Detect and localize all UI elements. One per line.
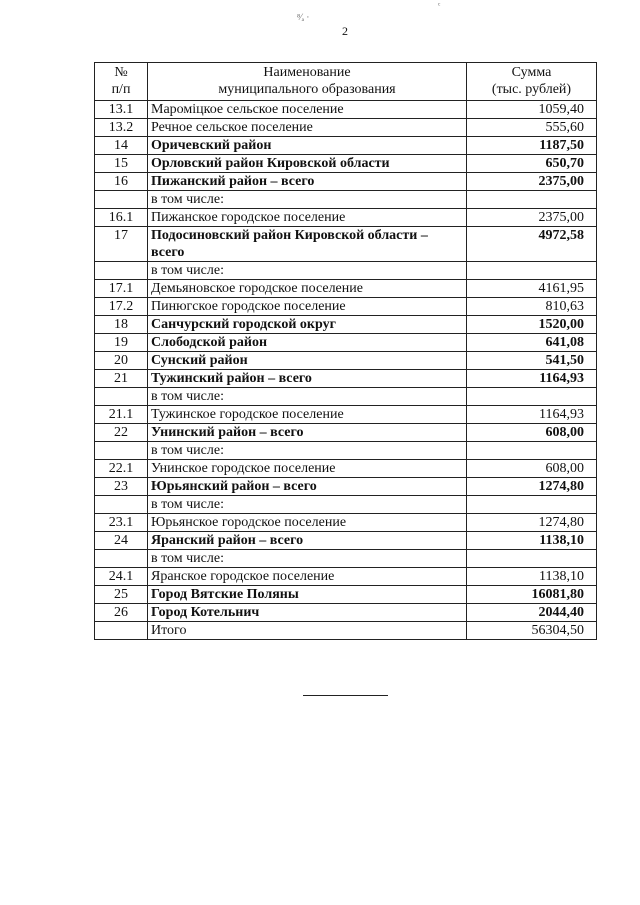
row-number: 13.1	[95, 101, 148, 119]
row-sum	[467, 262, 597, 280]
table-row	[95, 622, 597, 640]
table-row	[95, 155, 597, 173]
row-number: 26	[95, 604, 148, 622]
table-row	[95, 532, 597, 550]
row-sum	[467, 191, 597, 209]
row-municipality-name: Юрьянский район – всего	[148, 478, 467, 496]
header-name-line2: муниципального образования	[218, 82, 396, 97]
row-number	[95, 622, 148, 640]
row-municipality-name: в том числе:	[148, 496, 467, 514]
row-number: 22	[95, 424, 148, 442]
row-sum: 4972,58	[467, 227, 597, 262]
row-sum: 1164,93	[467, 370, 597, 388]
row-municipality-name: Пинюгское городское поселение	[148, 298, 467, 316]
table-row	[95, 280, 597, 298]
header-municipality-name	[148, 63, 467, 101]
row-municipality-name: Орловский район Кировской области	[148, 155, 467, 173]
row-sum: 16081,80	[467, 586, 597, 604]
table-row	[95, 586, 597, 604]
row-number: 23	[95, 478, 148, 496]
row-municipality-name: Тужинский район – всего	[148, 370, 467, 388]
row-number	[95, 262, 148, 280]
header-sum-line1: Сумма	[511, 65, 552, 80]
row-number: 14	[95, 137, 148, 155]
footer-rule	[303, 695, 388, 696]
scan-artifact-mark: ᶜ	[438, 0, 441, 10]
row-sum: 2044,40	[467, 604, 597, 622]
row-municipality-name: в том числе:	[148, 550, 467, 568]
table-row	[95, 460, 597, 478]
row-sum: 1274,80	[467, 514, 597, 532]
page-number: 2	[342, 24, 348, 38]
row-number: 22.1	[95, 460, 148, 478]
row-number: 24	[95, 532, 148, 550]
row-sum: 1274,80	[467, 478, 597, 496]
row-sum: 1164,93	[467, 406, 597, 424]
row-sum: 1187,50	[467, 137, 597, 155]
row-municipality-name: Оричевский район	[148, 137, 467, 155]
row-municipality-name: Унинское городское поселение	[148, 460, 467, 478]
table-row	[95, 191, 597, 209]
row-municipality-name: Демьяновское городское поселение	[148, 280, 467, 298]
allocation-table	[94, 62, 597, 640]
row-municipality-name: в том числе:	[148, 262, 467, 280]
row-municipality-name: Пижанский район – всего	[148, 173, 467, 191]
row-municipality-name: в том числе:	[148, 191, 467, 209]
header-sum-line2: (тыс. рублей)	[491, 82, 572, 97]
row-sum: 650,70	[467, 155, 597, 173]
row-number: 16.1	[95, 209, 148, 227]
row-municipality-name: Сунский район	[148, 352, 467, 370]
row-number: 21	[95, 370, 148, 388]
table-row	[95, 514, 597, 532]
row-municipality-name: Яранское городское поселение	[148, 568, 467, 586]
row-number: 16	[95, 173, 148, 191]
row-sum	[467, 442, 597, 460]
table-row	[95, 173, 597, 191]
table-row	[95, 262, 597, 280]
row-number: 13.2	[95, 119, 148, 137]
row-number: 21.1	[95, 406, 148, 424]
table-row	[95, 370, 597, 388]
row-number: 19	[95, 334, 148, 352]
row-sum	[467, 496, 597, 514]
row-municipality-name: Речное сельское поселение	[148, 119, 467, 137]
row-sum: 608,00	[467, 460, 597, 478]
header-name-line1: Наименование	[263, 65, 351, 80]
row-municipality-name: Мароміцкое сельское поселение	[148, 101, 467, 119]
table-body	[95, 101, 597, 640]
row-sum: 4161,95	[467, 280, 597, 298]
row-sum: 2375,00	[467, 209, 597, 227]
table-row	[95, 334, 597, 352]
row-number: 18	[95, 316, 148, 334]
row-number	[95, 550, 148, 568]
table-row	[95, 478, 597, 496]
row-sum	[467, 550, 597, 568]
row-municipality-name: в том числе:	[148, 442, 467, 460]
row-municipality-name: Яранский район – всего	[148, 532, 467, 550]
row-municipality-name: Санчурский городской округ	[148, 316, 467, 334]
row-number: 17	[95, 227, 148, 262]
table-row	[95, 442, 597, 460]
row-sum: 56304,50	[467, 622, 597, 640]
row-sum: 641,08	[467, 334, 597, 352]
table-row	[95, 316, 597, 334]
row-municipality-name: Пижанское городское поселение	[148, 209, 467, 227]
row-number	[95, 442, 148, 460]
row-municipality-name: Подосиновский район Кировской области – всего	[148, 227, 467, 262]
header-number-line1: №	[114, 65, 128, 80]
row-number	[95, 388, 148, 406]
row-number: 15	[95, 155, 148, 173]
row-number: 23.1	[95, 514, 148, 532]
row-sum: 608,00	[467, 424, 597, 442]
row-sum: 810,63	[467, 298, 597, 316]
header-number-line2: п/п	[111, 82, 131, 97]
table-row	[95, 424, 597, 442]
row-municipality-name: Итого	[148, 622, 467, 640]
header-sum	[467, 63, 597, 101]
row-municipality-name: Юрьянское городское поселение	[148, 514, 467, 532]
table-row	[95, 604, 597, 622]
row-sum: 1138,10	[467, 568, 597, 586]
row-number: 17.1	[95, 280, 148, 298]
header-number	[95, 63, 148, 101]
table-row	[95, 101, 597, 119]
row-number	[95, 496, 148, 514]
table-row	[95, 568, 597, 586]
table-row	[95, 137, 597, 155]
table-row	[95, 352, 597, 370]
row-municipality-name: Город Вятские Поляны	[148, 586, 467, 604]
row-municipality-name: Унинский район – всего	[148, 424, 467, 442]
table-row	[95, 298, 597, 316]
row-sum: 1520,00	[467, 316, 597, 334]
table-row	[95, 406, 597, 424]
row-municipality-name: в том числе:	[148, 388, 467, 406]
row-sum: 555,60	[467, 119, 597, 137]
table-header-row	[95, 63, 597, 101]
table-row	[95, 550, 597, 568]
row-municipality-name: Слободской район	[148, 334, 467, 352]
table-row	[95, 209, 597, 227]
table-row	[95, 227, 597, 262]
table-row	[95, 496, 597, 514]
row-number	[95, 191, 148, 209]
row-sum: 1138,10	[467, 532, 597, 550]
row-sum: 1059,40	[467, 101, 597, 119]
row-sum: 2375,00	[467, 173, 597, 191]
row-municipality-name: Город Котельнич	[148, 604, 467, 622]
scan-artifact-mark: ⁸⁄ₐ ·	[297, 12, 310, 22]
row-sum: 541,50	[467, 352, 597, 370]
table-row	[95, 388, 597, 406]
table-row	[95, 119, 597, 137]
row-municipality-name: Тужинское городское поселение	[148, 406, 467, 424]
row-sum	[467, 388, 597, 406]
row-number: 20	[95, 352, 148, 370]
row-number: 25	[95, 586, 148, 604]
row-number: 24.1	[95, 568, 148, 586]
row-number: 17.2	[95, 298, 148, 316]
